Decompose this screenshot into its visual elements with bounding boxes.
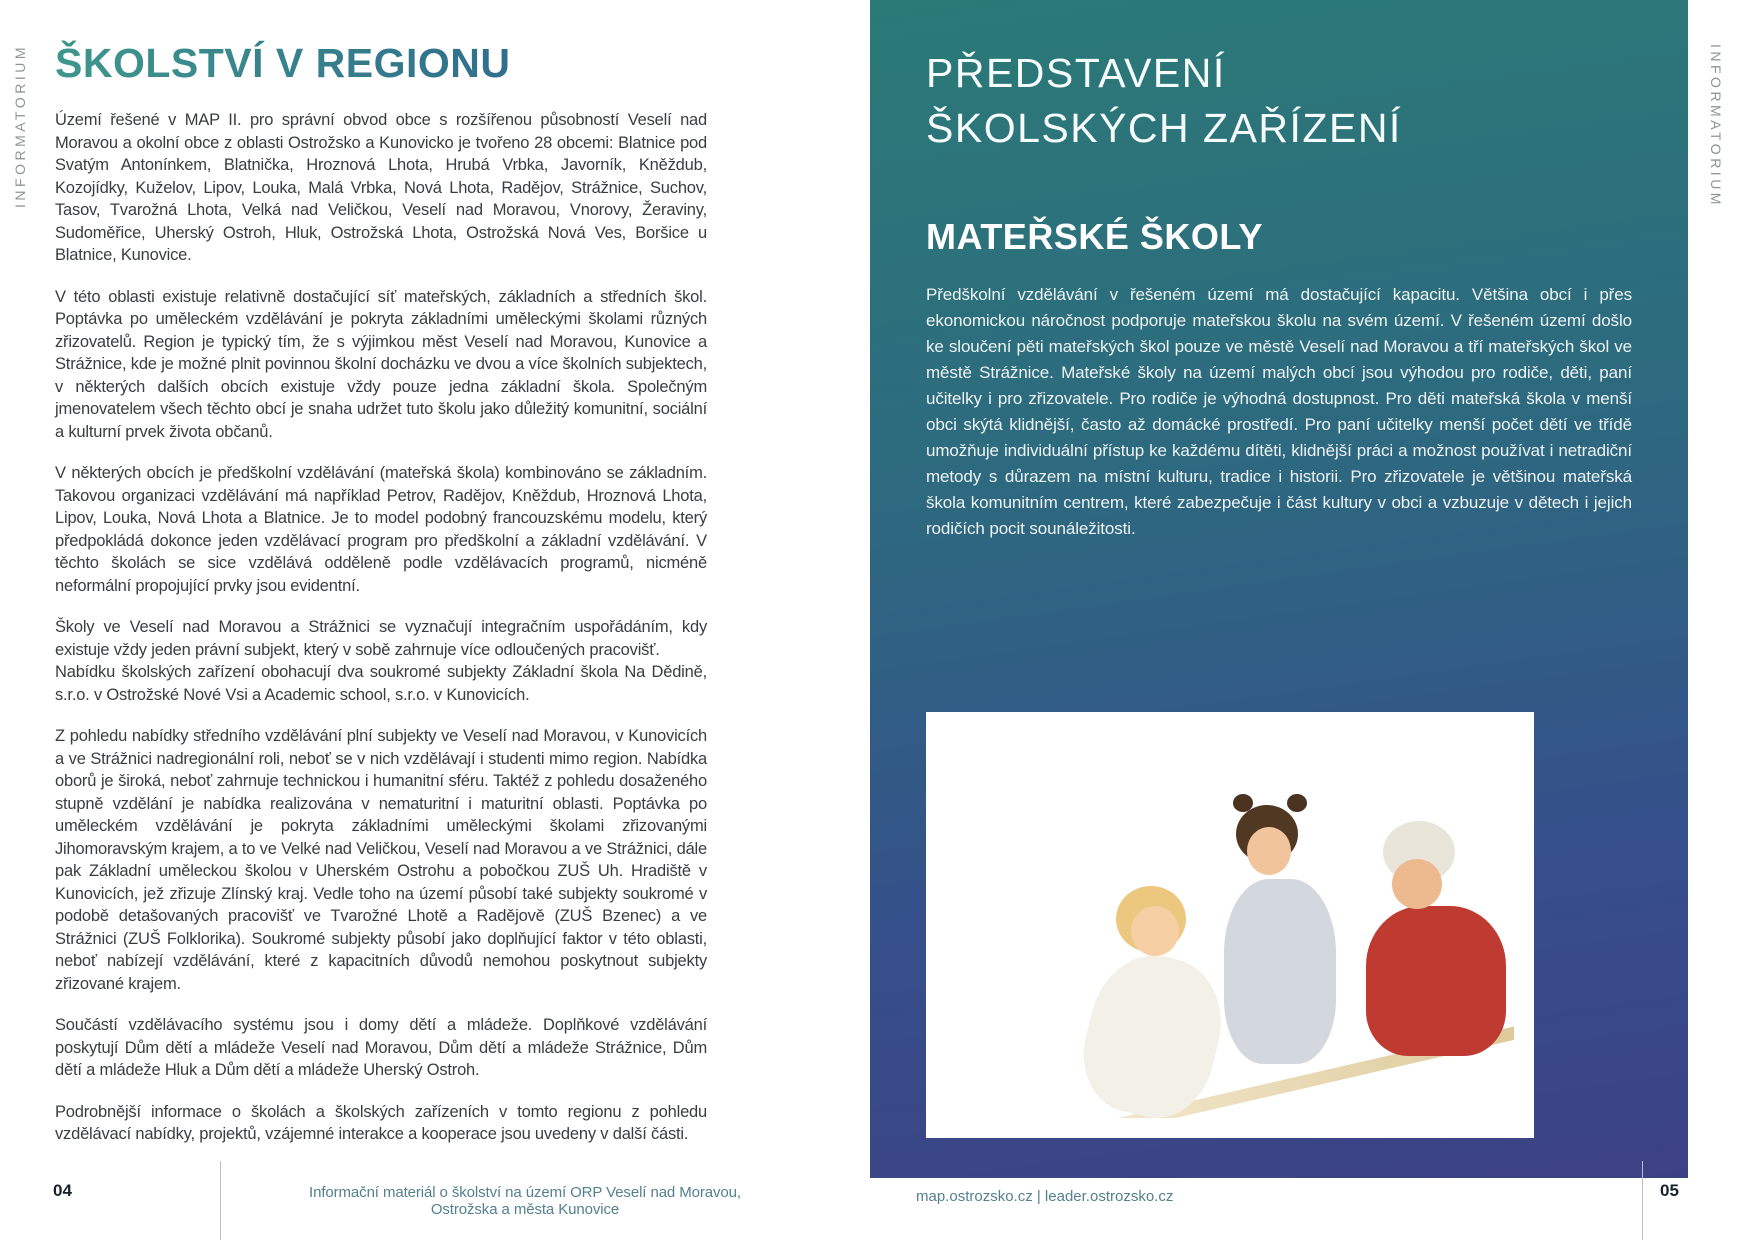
photo-boy-face	[1392, 859, 1442, 909]
photo-girl-left-face	[1131, 906, 1179, 956]
left-page-title: ŠKOLSTVÍ V REGIONU	[55, 40, 707, 87]
photo-boy-shirt	[1366, 906, 1506, 1056]
right-page-title-line1: PŘEDSTAVENÍ	[926, 50, 1226, 96]
footer-divider	[1642, 1161, 1643, 1240]
children-tug-of-war-photo	[946, 732, 1514, 1118]
photo-girl-mid-face	[1247, 827, 1291, 875]
body-paragraph: Školy ve Veselí nad Moravou a Strážnici se vyznačují integračním uspořádáním, kdy existuje vždy jeden právní subjekt, který v sobě zahrnuje více odloučených pracovišť.	[55, 618, 707, 659]
footer-caption: Informační materiál o školství na území ORP Veselí nad Moravou, Ostrožska a města Kunovice	[309, 1184, 741, 1218]
left-side-label: INFORMATORIUM	[12, 44, 28, 208]
left-page	[55, 40, 707, 1165]
footer-links[interactable]: map.ostrozsko.cz | leader.ostrozsko.cz	[916, 1188, 1174, 1205]
right-side-label: INFORMATORIUM	[1708, 44, 1724, 208]
photo-frame	[926, 712, 1534, 1138]
page-number-right: 05	[1660, 1181, 1679, 1200]
body-paragraph: Z pohledu nabídky středního vzdělávání plní subjekty ve Veselí nad Moravou, v Kunovicích a ve Strážnici nadregionální roli, neboť se v nich vzdělávají i studenti mimo region. Nabídka oborů je široká, neboť zahrnuje technickou i humanitní sféru. Taktéž z pohledu dosaženého stupně vzdělání je nabídka realizována v nematuritní i maturitní oblasti. Poptávka po uměleckém vzdělávání je pokryta základními uměleckými školami zřizovanými Jihomoravským krajem, a to ve Velké nad Veličkou, Veselí nad Moravou a ve Strážnici, dále pak Základní uměleckou školou v Uherském Ostrohu a pobočkou ZUŠ Uh. Hradiště v Kunovicích, jež zřizuje Zlínský kraj. Vedle toho na území působí také subjekty soukromé v podobě detašovaných pracovišť ve Tvarožné Lhotě a Radějově (ZUŠ Bzenec) a ve Strážnici (ZUŠ Folklorika). Soukromé subjekty působí jako doplňující faktor v této oblasti, neboť nabízejí vzdělávání, které z kapacitních důvodů nemohou poskytnout subjekty zřizované krajem.	[55, 727, 707, 993]
body-paragraph: Nabídku školských zařízení obohacují dva soukromé subjekty Základní škola Na Dědině, s.r.o. v Ostrožské Nové Vsi a Academic school, s.r.o. v Kunovicích.	[55, 663, 707, 704]
footer-divider	[220, 1161, 221, 1240]
body-paragraph: V této oblasti existuje relativně dostačující síť mateřských, základních a středních škol. Poptávka po uměleckém vzdělávání je pokryta základními uměleckými školami různých zřizovatelů. Region je typický tím, že s výjimkou měst Veselí nad Moravou, Kunovice a Strážnice, kde je možné plnit povinnou školní docházku ve dvou a více školních subjektech, v některých dalších obcích existuje vždy pouze jedna základní škola. Společným jmenovatelem všech těchto obcí je snaha udržet tuto školu jako důležitý komunitní, sociální a kulturní prvek života občanů.	[55, 287, 707, 441]
section-heading: MATEŘSKÉ ŠKOLY	[926, 216, 1264, 257]
photo-girl-mid-dress	[1224, 879, 1336, 1064]
body-paragraph: Podrobnější informace o školách a školských zařízeních v tomto regionu z pohledu vzdělávací nabídky, projektů, vzájemné interakce a kooperace jsou uvedeny v další části.	[55, 1102, 707, 1143]
body-paragraph: Součástí vzdělávacího systému jsou i domy dětí a mládeže. Doplňkové vzdělávání poskytují Dům dětí a mládeže Veselí nad Moravou, Dům dětí a mládeže Strážnice, Dům dětí a mládeže Hluk a Dům dětí a mládeže Uherský Ostroh.	[55, 1016, 707, 1079]
body-paragraph: Území řešené v MAP II. pro správní obvod obce s rozšířenou působností Veselí nad Moravou a okolní obce z oblasti Ostrožsko a Kunovicko je tvořeno 28 obcemi: Blatnice pod Svatým Antonínkem, Blatnička, Hroznová Lhota, Hrubá Vrbka, Javorník, Kněždub, Kozojídky, Kuželov, Lipov, Louka, Malá Vrbka, Nová Lhota, Radějov, Strážnice, Suchov, Tasov, Tvarožná Lhota, Velká nad Veličkou, Veselí nad Moravou, Vnorovy, Žeraviny, Sudoměřice, Uherský Ostroh, Hluk, Ostrožská Lhota, Ostrožská Nová Ves, Boršice u Blatnice, Kunovice.	[55, 111, 707, 264]
right-page	[870, 0, 1688, 1178]
photo-girl-left-dress	[1071, 943, 1236, 1118]
body-paragraph: Předškolní vzdělávání v řešeném území má dostačující kapacitu. Většina obcí i přes ekonomickou náročnost podporuje mateřskou školu na svém území. V řešeném území došlo ke sloučení pěti mateřských škol pouze ve městě Veselí nad Moravou a tří mateřských škol ve městě Strážnice. Mateřské školy na území malých obcí jsou výhodou pro rodiče, děti, paní učitelky i pro zřizovatele. Pro rodiče je výhodná dostupnost. Pro děti mateřská škola v menší obci skýtá klidnější, často až domácké prostředí. Pro paní učitelky menší počet dětí ve třídě umožňuje individuální přístup ke každému dítěti, klidnější práci a možnost používat i netradiční metody s důrazem na místní kulturu, tradice i historii. Pro zřizovatele je většinou mateřská škola komunitním centrem, které zabezpečuje i část kultury v obci a vzbuzuje v dětech i jejich rodičích pocit sounáležitosti.	[926, 285, 1632, 538]
right-page-title	[926, 46, 1402, 156]
page-number-left: 04	[53, 1181, 72, 1200]
right-page-title-line2: ŠKOLSKÝCH ZAŘÍZENÍ	[926, 105, 1402, 151]
body-paragraph: V některých obcích je předškolní vzdělávání (mateřská škola) kombinováno se základním. Takovou organizaci vzdělávání má například Petrov, Radějov, Kněždub, Hroznová Lhota, Lipov, Louka, Nová Lhota a Blatnice. Je to model podobný francouzskému modelu, který předpokládá dokonce jeden vzdělávací program pro předškolní a základní vzdělávání. V těchto školách se sice vzdělává odděleně podle vzdělávacích programů, nicméně neformální propojující prvky jsou evidentní.	[55, 464, 707, 595]
photo-girl-mid-bun	[1287, 794, 1307, 812]
